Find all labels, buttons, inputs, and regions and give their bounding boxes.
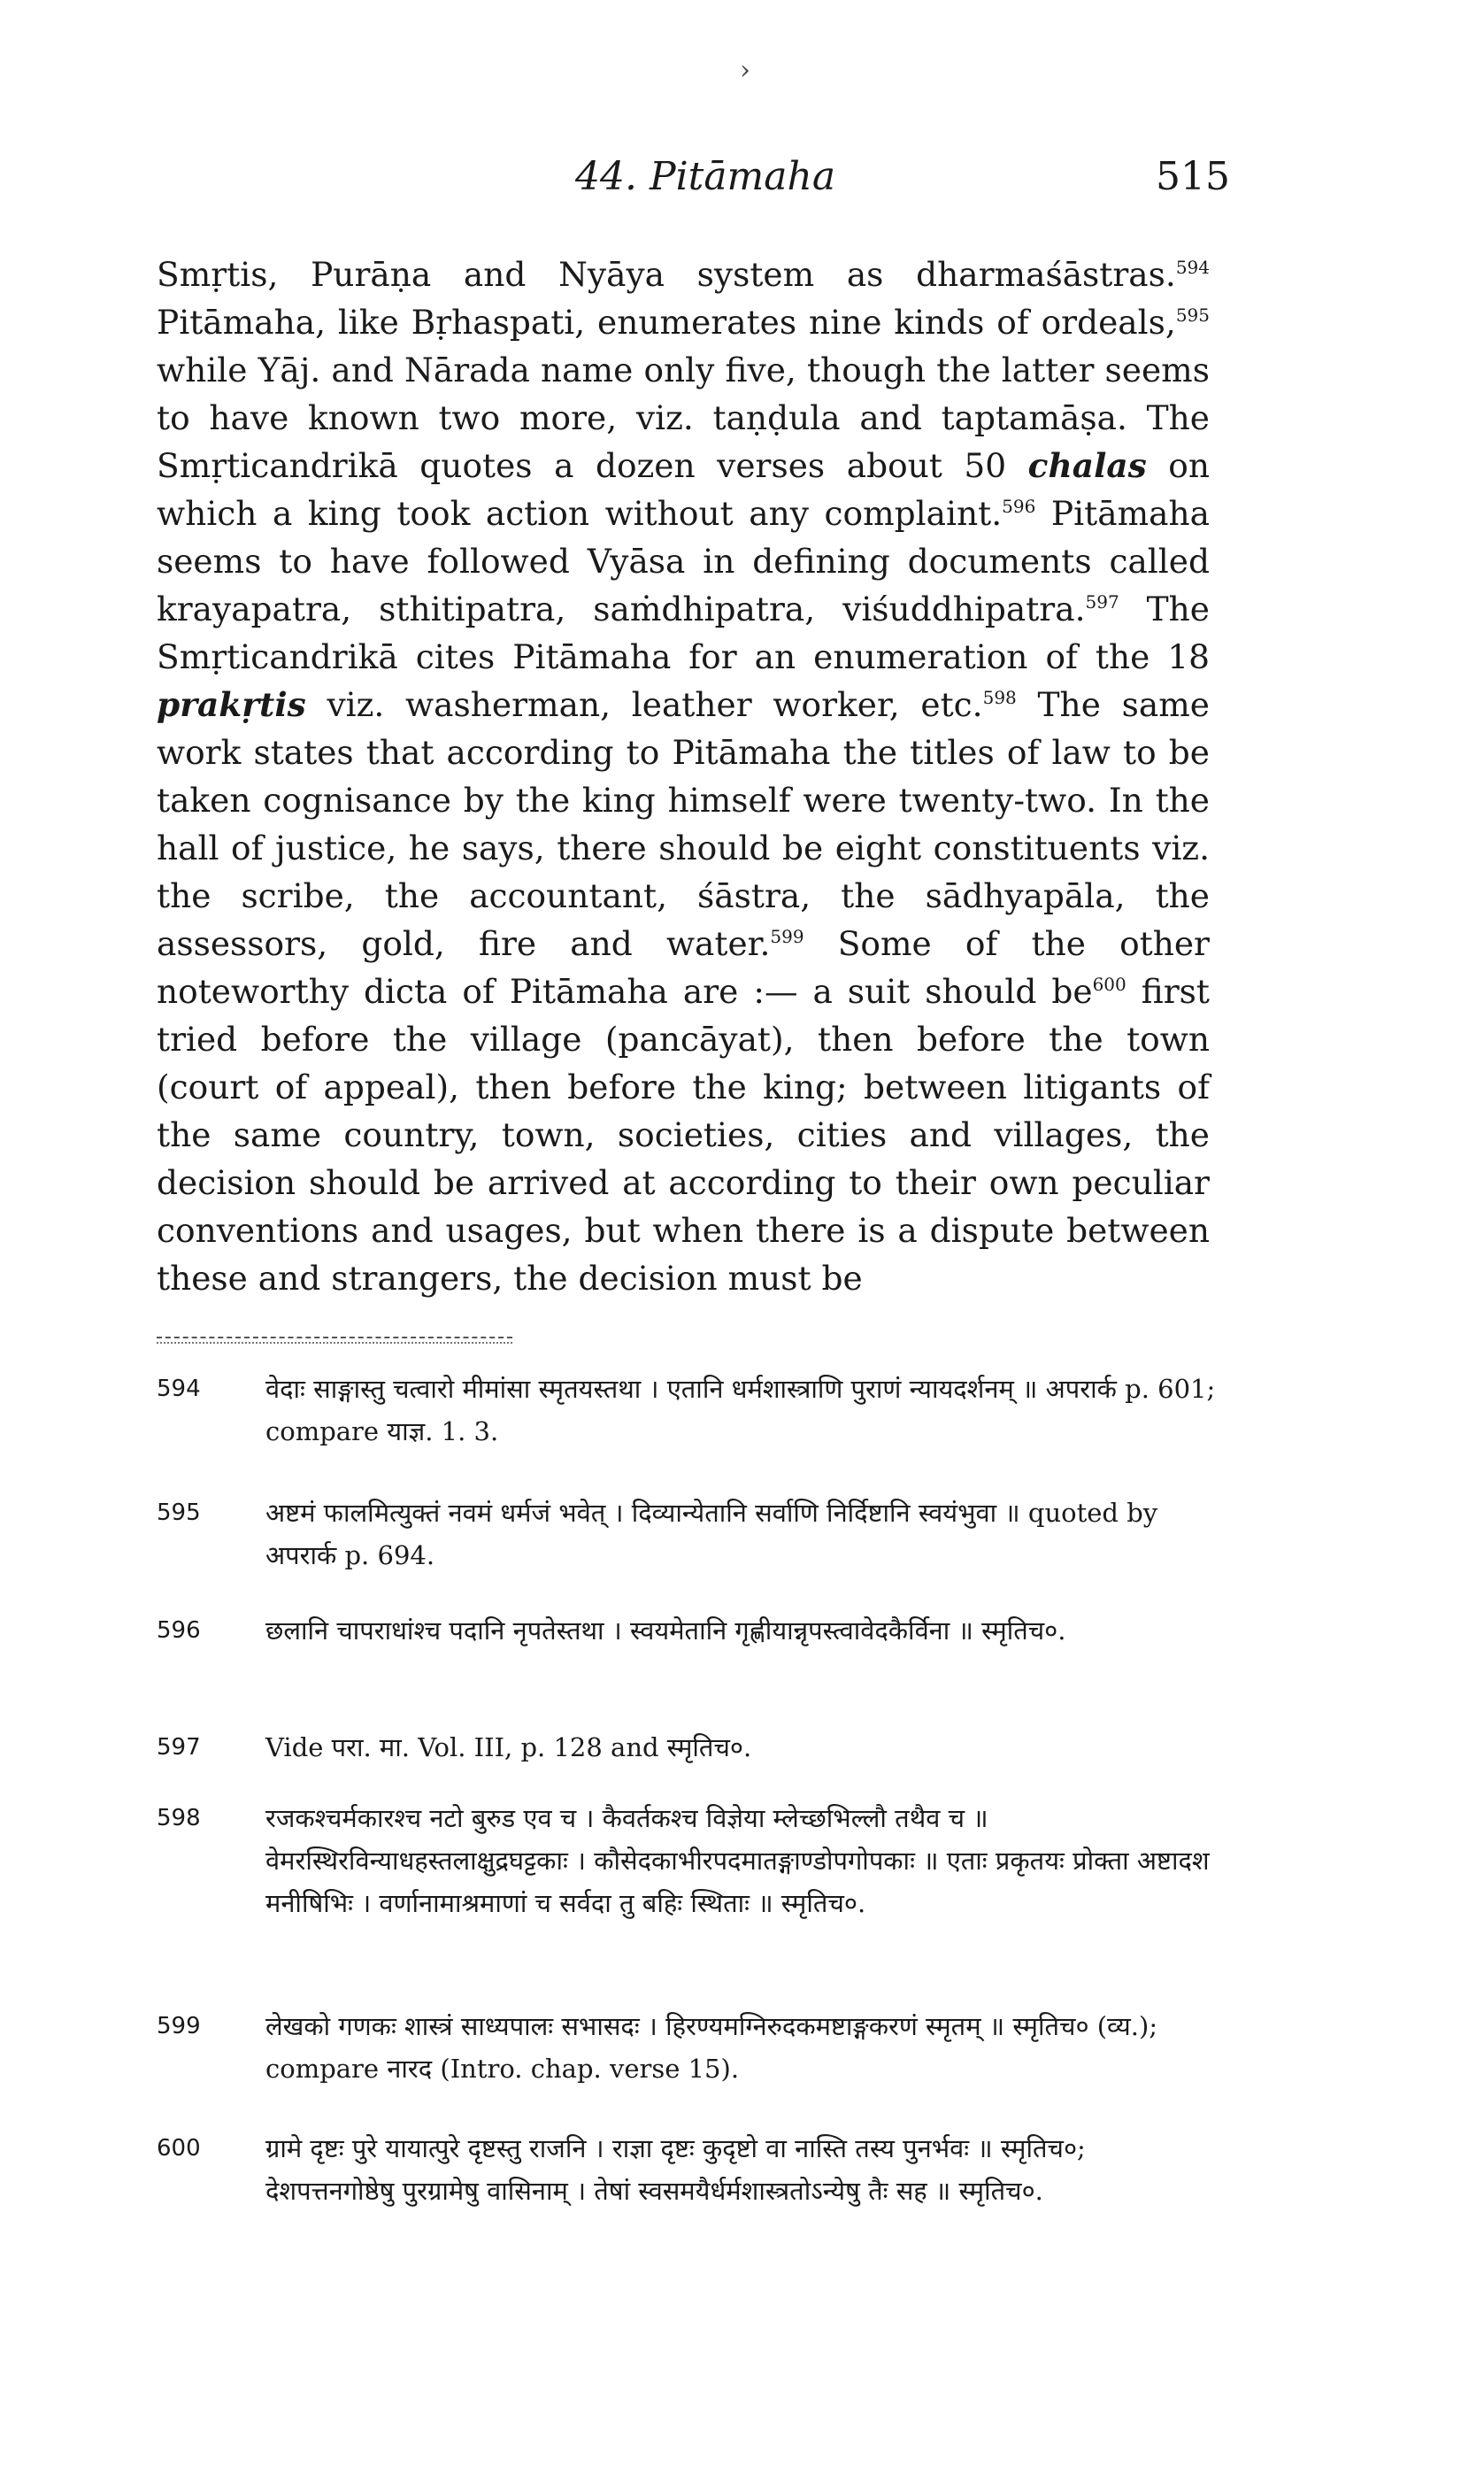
term-chalas: chalas <box>1027 446 1147 485</box>
footnote-599 <box>157 2005 1219 2090</box>
footnote-ref-599[interactable]: 599 <box>770 926 804 947</box>
body-text-8: The same work states that according to Pitāmaha the titles of law to be taken cognisance by the king himself were twenty-two. In the hall of justice, he says, there should be eight constituents viz. the scribe, the accountant, śāstra, the sādhyapāla, the assessors, gold, fire and water. <box>157 685 1210 963</box>
footnote-text: Vide परा. मा. Vol. III, p. 128 and स्मृतिच०. <box>265 1732 752 1762</box>
term-prakrtis: prakṛtis <box>157 685 306 724</box>
body-paragraph <box>157 251 1210 1302</box>
footnote-596 <box>157 1609 1219 1652</box>
body-text-6: The Smṛticandrikā cites Pitāmaha for an enumeration of the 18 <box>157 590 1210 676</box>
footnote-number: 597 <box>157 1734 201 1761</box>
footnote-594 <box>157 1368 1219 1453</box>
footnote-text: वेदाः साङ्गास्तु चत्वारो मीमांसा स्मृतयस्तथा । एतानि धर्मशास्त्राणि पुराणं न्यायदर्शनम् ॥ अपरार्क p. 601; compare याज्ञ. 1. 3. <box>265 1374 1216 1446</box>
footnote-text: ग्रामे दृष्टः पुरे यायात्पुरे दृष्टस्तु राजनि । राज्ञा दृष्टः कुदृष्टो वा नास्ति तस्य पुनर्भवः ॥ स्मृतिच०; देशपत्तनगोष्ठेषु पुरग्रामेषु वासिनाम् । तेषां स्वसमयैर्धर्मशास्त्रतोऽन्येषु तैः सह ॥ स्मृतिच०. <box>265 2133 1086 2206</box>
footnote-number: 598 <box>157 1805 201 1831</box>
footnote-number: 596 <box>157 1617 201 1644</box>
body-text-10: first tried before the village (pancāyat), then before the town (court of appeal), then before the king; between litigants of the same country, town, societies, cities and villages, the decision should be arrived at according to their own peculiar conventions and usages, but when there is a dispute between these and strangers, the decision must be <box>157 972 1210 1298</box>
body-text-4: on which a king took action without any complaint. <box>157 446 1211 533</box>
footnote-597 <box>157 1726 1219 1769</box>
top-mark: › <box>740 55 750 86</box>
footnote-number: 599 <box>157 2013 201 2039</box>
footnote-number: 595 <box>157 1499 201 1526</box>
footnote-598 <box>157 1797 1219 1924</box>
footnote-595 <box>157 1492 1219 1577</box>
footnote-ref-598[interactable]: 598 <box>982 687 1017 708</box>
footnote-ref-594[interactable]: 594 <box>1175 257 1210 278</box>
body-text-7: viz. washerman, leather worker, etc. <box>305 685 983 724</box>
body-text-1: Smṛtis, Purāṇa and Nyāya system as dharmaśāstras. <box>157 255 1176 294</box>
footnote-number: 600 <box>157 2135 201 2162</box>
body-text-5: Pitāmaha seems to have followed Vyāsa in defining documents called krayapatra, sthitipatra, saṁdhipatra, viśuddhipatra. <box>157 494 1210 628</box>
footnote-text: अष्टमं फालमित्युक्तं नवमं धर्मजं भवेत् । दिव्यान्येतानि सर्वाणि निर्दिष्टानि स्वयंभुवा ॥ quoted by अपरार्क p. 694. <box>265 1498 1158 1570</box>
body-text-9: Some of the other noteworthy dicta of Pitāmaha are :— a suit should be <box>157 924 1210 1011</box>
footnote-divider-secondary <box>157 1342 512 1344</box>
footnote-text: छलानि चापराधांश्च पदानि नृपतेस्तथा । स्वयमेतानि गृह्णीयान्नृपस्त्वावेदकैर्विना ॥ स्मृतिच०. <box>265 1615 1066 1646</box>
footnote-ref-597[interactable]: 597 <box>1085 591 1119 613</box>
footnote-ref-596[interactable]: 596 <box>1002 496 1036 517</box>
footnote-divider <box>157 1337 512 1338</box>
footnote-number: 594 <box>157 1376 201 1402</box>
footnote-text: लेखको गणकः शास्त्रं साध्यपालः सभासदः । हिरण्यमग्निरुदकमष्टाङ्गकरणं स्मृतम् ॥ स्मृतिच० (व्य.); compare नारद (Intro. chap. verse 15). <box>265 2011 1158 2084</box>
footnote-ref-595[interactable]: 595 <box>1175 305 1210 326</box>
body-text-2: Pitāmaha, like Bṛhaspati, enumerates nine kinds of ordeals, <box>157 303 1176 342</box>
chapter-title: 44. Pitāmaha <box>575 154 836 199</box>
page-number: 515 <box>1156 154 1230 199</box>
footnote-ref-600[interactable]: 600 <box>1092 974 1126 995</box>
footnote-600 <box>157 2127 1219 2212</box>
body-text-3: while Yāj. and Nārada name only five, though the latter seems to have known two more, viz. taṇḍula and taptamāṣa. The Smṛticandrikā quotes a dozen verses about 50 <box>157 351 1210 485</box>
footnote-text: रजकश्चर्मकारश्च नटो बुरुड एव च । कैवर्तकश्च विज्ञेया म्लेच्छभिल्लौ तथैव च ॥ वेमरस्थिरविन्याधहस्तलाक्षुद्रघट्टकाः । कौसेदकाभीरपदमातङ्गाण्डोपगोपकाः ॥ एताः प्रकृतयः प्रोक्ता अष्टादश मनीषिभिः । वर्णानामाश्रमाणां च सर्वदा तु बहिः स्थिताः ॥ स्मृतिच०. <box>265 1803 1210 1918</box>
